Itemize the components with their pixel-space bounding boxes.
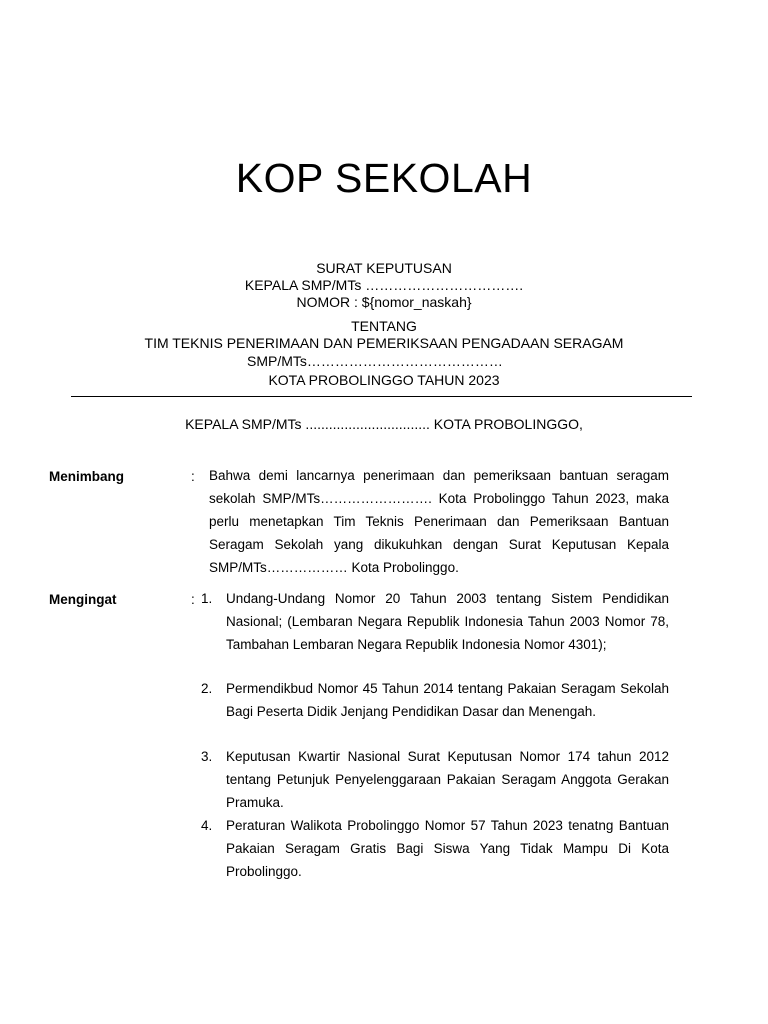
tim-teknis-heading: TIM TEKNIS PENERIMAAN DAN PEMERIKSAAN PENGADAAN SERAGAM <box>144 335 624 351</box>
tentang-heading: TENTANG <box>351 318 417 334</box>
mengingat-item-number: 3. <box>201 749 213 764</box>
menimbang-text: Bahwa demi lancarnya penerimaan dan pemeriksaan bantuan seragam sekolah SMP/MTs……………………. Kota Probolinggo Tahun 2023, maka perlu menetapkan Tim Teknis Penerimaan dan Pemeriksaan Bantuan Seragam Sekolah yang dikukuhkan dengan Surat Keputusan Kepala SMP/MTs……………… Kota Probolinggo. <box>209 468 669 575</box>
mengingat-item-text: Undang-Undang Nomor 20 Tahun 2003 tentang Sistem Pendidikan Nasional; (Lembaran Negara Republik Indonesia Tahun 2003 Nomor 78, Tambahan Lembaran Negara Republik Indonesia Nomor 4301); <box>226 591 669 652</box>
header-divider <box>71 396 692 397</box>
mengingat-item-text: Peraturan Walikota Probolinggo Nomor 57 Tahun 2023 tenatng Bantuan Pakaian Seragam Gratis Bagi Siswa Yang Tidak Mampu Di Kota Probolinggo. <box>226 818 669 879</box>
surat-keputusan-heading: SURAT KEPUTUSAN <box>316 260 452 276</box>
mengingat-item-text: Permendikbud Nomor 45 Tahun 2014 tentang Pakaian Seragam Sekolah Bagi Peserta Didik Jenjang Pendidikan Dasar dan Menengah. <box>226 681 669 719</box>
mengingat-item-text: Keputusan Kwartir Nasional Surat Keputusan Nomor 174 tahun 2012 tentang Petunjuk Penyelenggaraan Pakaian Seragam Anggota Gerakan Pramuka. <box>226 749 669 810</box>
mengingat-item-number: 2. <box>201 681 213 696</box>
opening-statement: KEPALA SMP/MTs ................................ KOTA PROBOLINGGO, <box>185 416 583 432</box>
menimbang-label: Menimbang <box>49 469 125 484</box>
kota-heading: KOTA PROBOLINGGO TAHUN 2023 <box>268 372 500 388</box>
kepala-heading: KEPALA SMP/MTs ……………………………. <box>244 277 524 293</box>
smp-mts-heading: SMP/MTs…………………………………… <box>247 353 503 369</box>
mengingat-label: Mengingat <box>49 592 117 607</box>
kop-sekolah-title: KOP SEKOLAH <box>235 155 533 201</box>
mengingat-item-number: 1. <box>201 591 213 606</box>
menimbang-colon: : <box>191 469 195 484</box>
nomor-heading: NOMOR : ${nomor_naskah} <box>296 294 472 310</box>
mengingat-colon: : <box>191 592 195 607</box>
mengingat-item-number: 4. <box>201 818 213 833</box>
